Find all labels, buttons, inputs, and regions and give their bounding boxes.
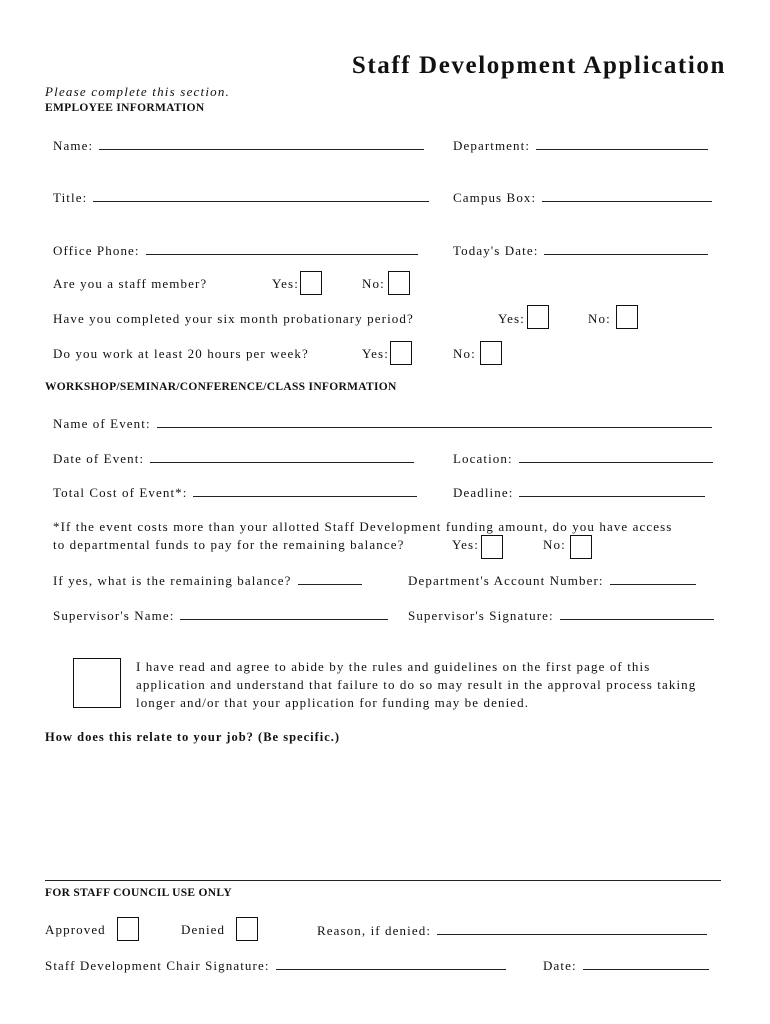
section-council-heading: FOR STAFF COUNCIL USE ONLY	[45, 887, 232, 899]
reason-label: Reason, if denied:	[317, 923, 432, 938]
todays-date-row	[453, 242, 708, 259]
event-name-row	[53, 415, 712, 432]
hours-yes-checkbox[interactable]	[390, 341, 412, 365]
todays-date-label: Today's Date:	[453, 243, 539, 258]
staff-member-no-checkbox[interactable]	[388, 271, 410, 295]
todays-date-field[interactable]	[544, 242, 708, 255]
supervisor-signature-field[interactable]	[560, 607, 714, 620]
funding-question-line2: to departmental funds to pay for the remaining balance?	[53, 537, 405, 552]
date-label: Date:	[543, 958, 577, 973]
staff-member-yes-label: Yes:	[272, 276, 299, 291]
remaining-balance-label: If yes, what is the remaining balance?	[53, 573, 292, 588]
divider-rule	[45, 880, 721, 881]
job-relation-question: How does this relate to your job? (Be specific.)	[45, 730, 341, 744]
event-date-label: Date of Event:	[53, 451, 145, 466]
campus-box-row	[453, 189, 712, 206]
supervisor-name-field[interactable]	[180, 607, 388, 620]
supervisor-name-row	[53, 607, 388, 624]
reason-field[interactable]	[437, 922, 707, 935]
event-date-row	[53, 450, 414, 467]
office-phone-field[interactable]	[146, 242, 418, 255]
probation-yes-label: Yes:	[498, 311, 525, 326]
department-label: Department:	[453, 138, 531, 153]
funding-no-label: No:	[543, 537, 566, 552]
office-phone-label: Office Phone:	[53, 243, 140, 258]
hours-yes-label: Yes:	[362, 346, 389, 361]
campus-box-label: Campus Box:	[453, 190, 537, 205]
supervisor-signature-label: Supervisor's Signature:	[408, 608, 554, 623]
hours-no-label: No:	[453, 346, 476, 361]
section-employee-heading: EMPLOYEE INFORMATION	[45, 102, 205, 114]
date-field[interactable]	[583, 957, 709, 970]
name-field[interactable]	[99, 137, 424, 150]
agreement-checkbox[interactable]	[73, 658, 121, 708]
location-field[interactable]	[519, 450, 713, 463]
page-title: Staff Development Application	[351, 52, 726, 79]
event-name-label: Name of Event:	[53, 416, 151, 431]
event-date-field[interactable]	[150, 450, 414, 463]
campus-box-field[interactable]	[542, 189, 712, 202]
name-row	[53, 137, 424, 154]
agreement-text: I have read and agree to abide by the rules and guidelines on the first page of this application and understand that failure to do so may result in the approval process taking longer and/or that your application for funding may be denied.	[136, 659, 697, 710]
chair-signature-field[interactable]	[276, 957, 506, 970]
deadline-row	[453, 484, 705, 501]
total-cost-field[interactable]	[193, 484, 417, 497]
supervisor-name-label: Supervisor's Name:	[53, 608, 175, 623]
location-row	[453, 450, 713, 467]
remaining-balance-field[interactable]	[298, 572, 362, 585]
funding-question-line1: *If the event costs more than your allotted Staff Development funding amount, do you have access	[53, 519, 673, 534]
remaining-balance-row	[53, 572, 362, 589]
chair-signature-row	[45, 957, 506, 974]
department-row	[453, 137, 708, 154]
staff-member-yes-checkbox[interactable]	[300, 271, 322, 295]
probation-no-label: No:	[588, 311, 611, 326]
name-label: Name:	[53, 138, 94, 153]
approved-checkbox[interactable]	[117, 917, 139, 941]
title-row	[53, 189, 429, 206]
dept-account-label: Department's Account Number:	[408, 573, 604, 588]
job-relation-answer-area[interactable]	[45, 752, 725, 872]
hours-no-checkbox[interactable]	[480, 341, 502, 365]
location-label: Location:	[453, 451, 513, 466]
funding-no-checkbox[interactable]	[570, 535, 592, 559]
denied-label: Denied	[181, 922, 226, 937]
dept-account-field[interactable]	[610, 572, 696, 585]
funding-yes-checkbox[interactable]	[481, 535, 503, 559]
deadline-label: Deadline:	[453, 485, 514, 500]
section-workshop-heading: WORKSHOP/SEMINAR/CONFERENCE/CLASS INFORMATION	[45, 381, 397, 393]
total-cost-row	[53, 484, 417, 501]
denied-checkbox[interactable]	[236, 917, 258, 941]
staff-member-question: Are you a staff member?	[53, 276, 208, 291]
title-label: Title:	[53, 190, 88, 205]
probation-yes-checkbox[interactable]	[527, 305, 549, 329]
probation-question: Have you completed your six month probationary period?	[53, 311, 414, 326]
dept-account-row	[408, 572, 696, 589]
reason-row	[317, 922, 707, 939]
department-field[interactable]	[536, 137, 708, 150]
funding-yes-label: Yes:	[452, 537, 479, 552]
instruction-text: Please complete this section.	[45, 84, 230, 99]
staff-member-no-label: No:	[362, 276, 385, 291]
date-row	[543, 957, 709, 974]
title-field[interactable]	[93, 189, 429, 202]
approved-label: Approved	[45, 922, 106, 937]
total-cost-label: Total Cost of Event*:	[53, 485, 188, 500]
event-name-field[interactable]	[157, 415, 712, 428]
chair-signature-label: Staff Development Chair Signature:	[45, 958, 270, 973]
supervisor-signature-row	[408, 607, 714, 624]
probation-no-checkbox[interactable]	[616, 305, 638, 329]
deadline-field[interactable]	[519, 484, 705, 497]
hours-question: Do you work at least 20 hours per week?	[53, 346, 309, 361]
office-phone-row	[53, 242, 418, 259]
